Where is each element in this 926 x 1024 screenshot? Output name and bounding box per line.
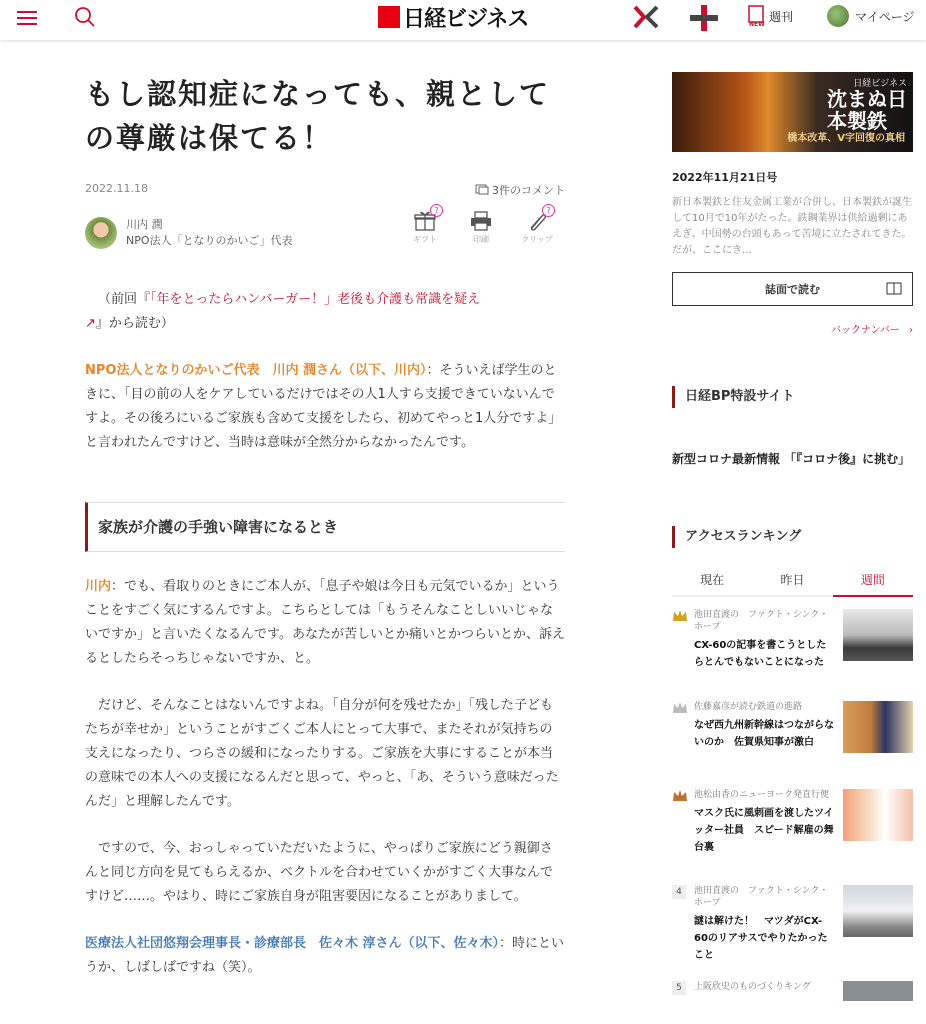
user-avatar xyxy=(827,5,849,27)
site-logo[interactable]: 日経ビジネス xyxy=(378,4,528,30)
external-link-icon: ↗ xyxy=(85,316,96,331)
search-icon[interactable] xyxy=(74,6,96,28)
paragraph-2: 川内：でも、看取りのときにご本人が、「息子や娘は今日も元気でいるか」ということをすごく気にするんですよ。こちらとしては「もうそんなことしいいじゃないですか」と言いたくなるんです。あなたが苦しいとか痛いとかつらいとか、訴えるとしたらそっちじゃないですか、と。 xyxy=(85,579,565,666)
help-icon[interactable]: ? xyxy=(542,204,555,217)
speaker-label: NPO法人となりのかいご代表 川内 潤さん（以下、川内） xyxy=(85,363,427,378)
ranking-thumbnail xyxy=(843,885,913,937)
ranking-item[interactable]: 池田直渡の ファクト・シンク・ホープ CX-60の記事を書こうとしたらとんでもないことになった xyxy=(672,609,913,701)
ranking-item[interactable]: 4 池田直渡の ファクト・シンク・ホープ 謎は解けた！ マツダがCX-60のリアサスでやりたかったこと xyxy=(672,885,913,981)
article-title: もし認知症になっても、親としての尊厳は保てる！ xyxy=(85,77,551,155)
plus-icon[interactable] xyxy=(690,5,718,31)
mypage-link[interactable] xyxy=(827,5,915,27)
x-icon[interactable] xyxy=(632,5,660,29)
ranking-item[interactable]: 5 上阪欣史のものづくりキング xyxy=(672,981,913,1001)
rank-number: 4 xyxy=(672,885,686,899)
author-avatar xyxy=(85,217,117,249)
ranking-thumbnail xyxy=(843,789,913,841)
article-date: 2022.11.18 xyxy=(85,182,148,195)
bp-section-heading: 日経BP特設サイト xyxy=(672,386,913,408)
ranking-thumbnail xyxy=(843,609,913,661)
svg-text:NEW: NEW xyxy=(749,21,765,27)
author-block xyxy=(85,206,565,250)
print-button[interactable]: 印刷 xyxy=(453,210,509,245)
issue-date: 2022年11月21日号 xyxy=(672,171,778,184)
crown-silver-icon xyxy=(672,701,688,715)
section-heading: 家族が介護の手強い障害になるとき xyxy=(85,502,565,552)
clip-button[interactable]: ? クリップ xyxy=(509,210,565,245)
paragraph-1: NPO法人となりのかいご代表 川内 潤さん（以下、川内）：そういえば学生のときに、「目の前の人をケアしているだけではその人1人すら支援できていないんですよ。その後ろにいるご家族も含めて支援をしたら、初めてやっと1人分ですよ」と言われたんですけど、当時は意味が全然分からなかったんです。 xyxy=(85,363,562,450)
ranking-tabs xyxy=(672,565,913,597)
author-org: NPO法人「となりのかいご」代表 xyxy=(126,234,293,247)
crown-bronze-icon xyxy=(672,789,688,803)
mypage-label: マイページ xyxy=(855,9,915,24)
site-header xyxy=(0,0,926,40)
ranking-thumbnail xyxy=(843,981,913,1001)
ranking-heading: アクセスランキング xyxy=(672,526,913,548)
rank-number: 5 xyxy=(672,981,686,995)
article-body xyxy=(85,288,565,980)
comment-icon xyxy=(475,184,489,196)
article xyxy=(85,72,565,1003)
chevron-right-icon: › xyxy=(909,325,913,336)
previous-article-link[interactable]: 「年をとったらハンバーガー！」老後も介護も常識を疑え xyxy=(150,292,481,307)
paragraph-4: ですので、今、おっしゃっていただいたように、やっぱりご家族にどう親御さんと同じ方向を見てもらえるか、ベクトルを合わせていくかがすごく大事なんですけど……。やはり、時にご家族自身が阻害要因になることがありまして。 xyxy=(85,841,554,904)
cover-logo: 日経ビジネス xyxy=(853,79,907,89)
issue-description: 新日本製鉄と住友金属工業が合併し、日本製鉄が誕生して10月で10年がたった。鉄鋼業界は供給過剰にあえぎ、中国勢の台頭もあって苦境に立たされてきた。だが、ここにき… xyxy=(672,197,912,256)
tab-yesterday[interactable]: 昨日 xyxy=(780,573,805,587)
ranking-item[interactable]: 池松由香のニューヨーク発直行便 マスク氏に風刺画を渡したツイッター社員 スピード解雇の舞台裏 xyxy=(672,789,913,885)
read-magazine-button[interactable]: 誌面で読む xyxy=(672,272,913,306)
tab-current[interactable]: 現在 xyxy=(700,573,725,587)
cover-title: 沈まぬ日本製鉄 xyxy=(827,87,907,133)
speaker-label: 医療法人社団悠翔会理事長・診療部長 佐々木 淳さん（以下、佐々木） xyxy=(85,936,500,951)
gift-button[interactable]: ? ギフト xyxy=(397,210,453,245)
print-icon xyxy=(470,210,492,232)
book-icon xyxy=(886,282,902,296)
bp-special-link[interactable]: 新型コロナ最新情報 「『コロナ後』に挑む」 xyxy=(672,452,911,466)
article-tools xyxy=(397,206,565,245)
author-name: 川内 潤 xyxy=(126,218,163,231)
comments-link[interactable]: 3件のコメント xyxy=(475,182,565,198)
crown-gold-icon xyxy=(672,609,688,623)
sidebar xyxy=(672,72,913,1001)
paragraph-3: だけど、そんなことはないんですよね。「自分が何を残せたか」「残した子どもたちが幸せか」ということがすごくご本人にとって大事で、またそれが気持ちの支えになったり、つらさの緩和になったりする。ご家族を大事にすることが本当の意味での本人への支援になるんだと思って、やっと、「あ、そういう意味だったんだ」と理解したんです。 xyxy=(85,698,559,809)
cover-subtitle: 橋本改革、V字回復の真相 xyxy=(787,133,905,144)
menu-icon[interactable] xyxy=(17,11,37,25)
intro-paragraph: （前回『「年をとったらハンバーガー！」老後も介護も常識を疑え↗』から読む） xyxy=(85,292,481,331)
weekly-label: 週刊 xyxy=(769,9,794,24)
ranking-thumbnail xyxy=(843,701,913,753)
article-meta xyxy=(85,182,565,198)
magazine-cover[interactable] xyxy=(672,72,913,152)
backnumber-link[interactable]: バックナンバー › xyxy=(831,325,913,336)
magazine-icon xyxy=(748,5,766,27)
speaker-label: 川内 xyxy=(85,579,112,594)
paragraph-5: 医療法人社団悠翔会理事長・診療部長 佐々木 淳さん（以下、佐々木）：時にというか、しばしばですね（笑）。 xyxy=(85,936,565,975)
weekly-link[interactable] xyxy=(748,5,793,27)
ranking-item[interactable]: 佐藤嘉彦が読む鉄道の進路 なぜ西九州新幹線はつながらないのか 佐賀県知事が激白 xyxy=(672,701,913,789)
tab-weekly[interactable]: 週間 xyxy=(833,565,913,597)
help-icon[interactable]: ? xyxy=(430,204,443,217)
